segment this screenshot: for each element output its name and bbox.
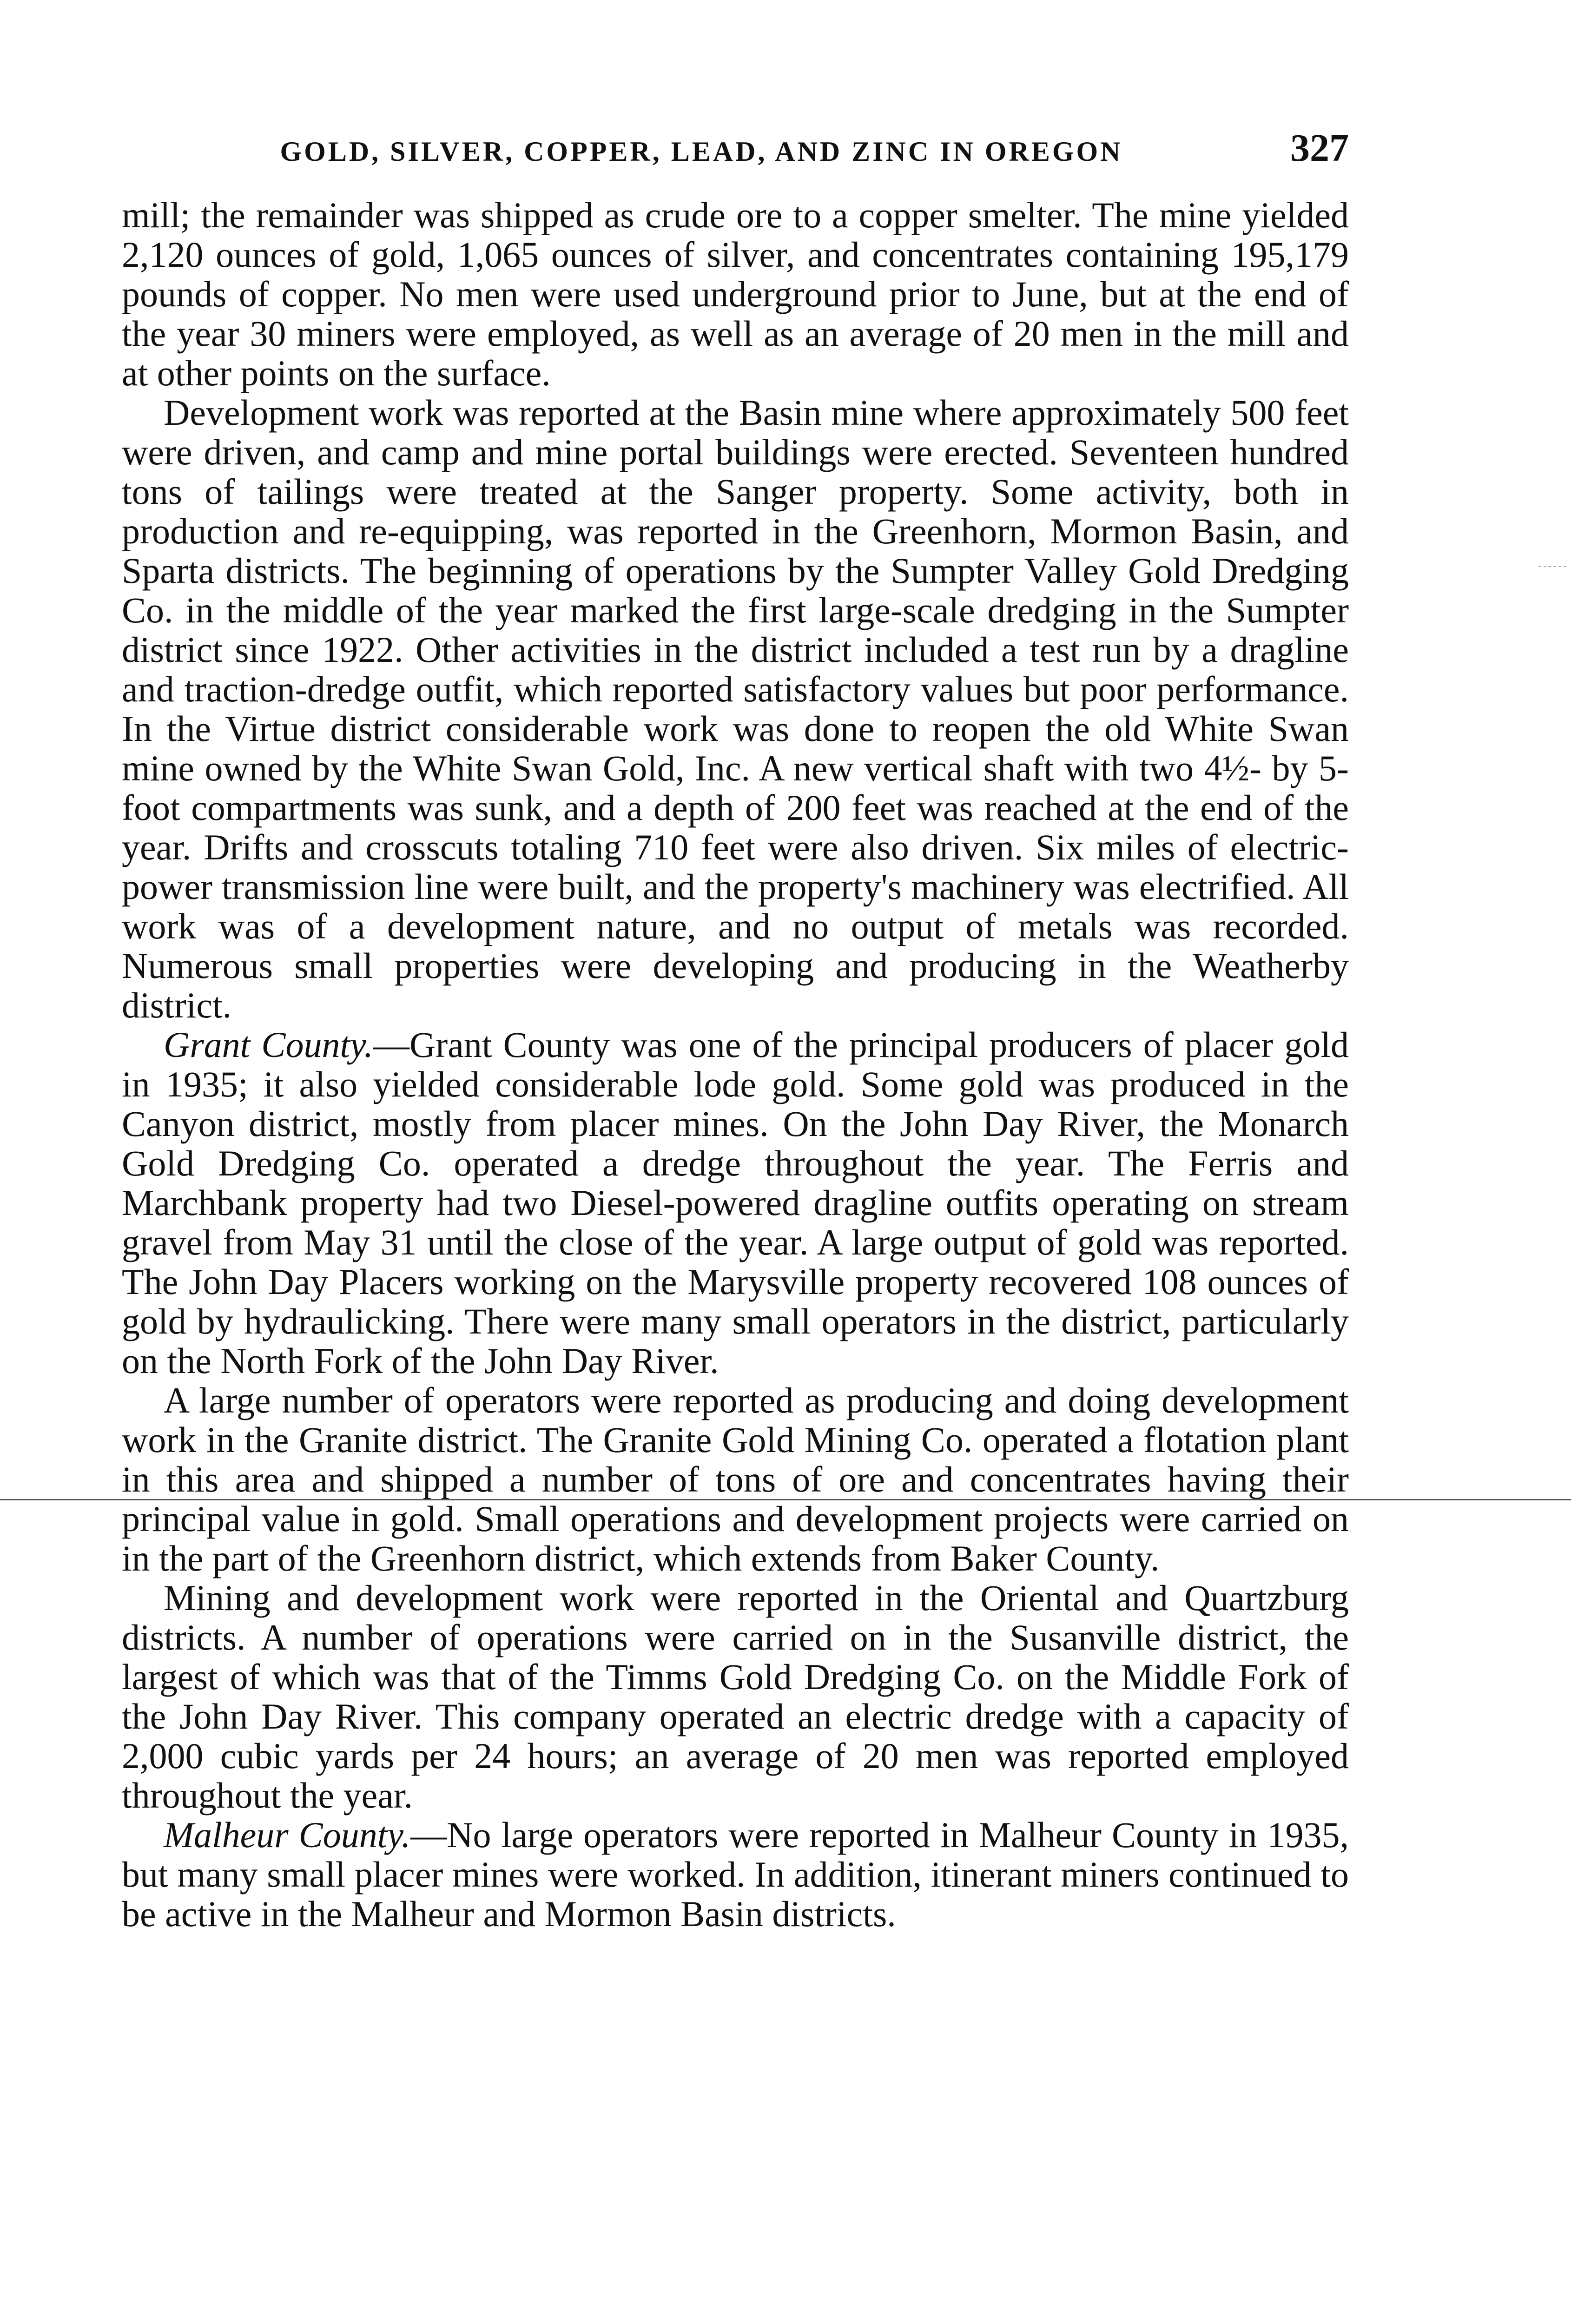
paragraph-4-text: A large number of operators were reported as producing and doing development work in the Granite district. The Granite Gold Mining Co. operated a flotation plant in this area and shipped a number of tons of ore and concentrates having their principal value in gold. Small operations and development projects were carried on in the part of the Greenhorn district, which extends from Baker County.: [122, 1380, 1349, 1578]
paragraph-grant-county: [122, 1025, 1349, 1380]
grant-county-heading: Grant County.: [164, 1024, 373, 1065]
body-text: [122, 195, 1349, 1934]
paragraph-5-text: Mining and development work were reported in the Oriental and Quartzburg districts. A number of operations were carried on in the Susanville district, the largest of which was that of the Timms Gold Dredging Co. on the Middle Fork of the John Day River. This company operated an electric dredge with a capacity of 2,000 cubic yards per 24 hours; an average of 20 men was reported employed throughout the year.: [122, 1578, 1349, 1816]
paragraph-2: [122, 393, 1349, 1025]
page-header: [122, 125, 1349, 181]
paragraph-2-text: Development work was reported at the Basin mine where approximately 500 feet were driven, and camp and mine portal buildings were erected. Seventeen hundred tons of tailings were treated at the Sanger property. Some activity, both in production and re-equipping, was reported in the Greenhorn, Mormon Basin, and Sparta districts. The beginning of operations by the Sumpter Valley Gold Dredging Co. in the middle of the year marked the first large-scale dredging in the Sumpter district since 1922. Other activities in the district included a test run by a dragline and traction-dredge outfit, which reported satisfactory values but poor performance. In the Virtue district considerable work was done to reopen the old White Swan mine owned by the White Swan Gold, Inc. A new vertical shaft with two 4½- by 5-foot compartments was sunk, and a depth of 200 feet was reached at the end of the year. Drifts and crosscuts totaling 710 feet were also driven. Six miles of electric-power transmission line were built, and the property's machinery was electrified. All work was of a development nature, and no output of metals was recorded. Numerous small properties were developing and producing in the Weatherby district.: [122, 392, 1349, 1025]
paragraph-6-text: —No large operators were reported in Malheur County in 1935, but many small placer mines were worked. In addition, itinerant miners continued to be active in the Malheur and Mormon Basin districts.: [122, 1815, 1349, 1934]
paragraph-1-text: mill; the remainder was shipped as crude ore to a copper smelter. The mine yielded 2,120 ounces of gold, 1,065 ounces of silver, and concentrates containing 195,179 pounds of copper. No men were used underground prior to June, but at the end of the year 30 miners were employed, as well as an average of 20 men in the mill and at other points on the surface.: [122, 195, 1349, 393]
paragraph-4: [122, 1380, 1349, 1578]
paragraph-1: [122, 195, 1349, 393]
paragraph-malheur-county: [122, 1815, 1349, 1934]
margin-mark: [1538, 566, 1566, 567]
page-number: 327: [1290, 126, 1349, 170]
paragraph-5: [122, 1578, 1349, 1815]
running-head: GOLD, SILVER, COPPER, LEAD, AND ZINC IN OREGON: [280, 136, 1123, 167]
malheur-county-heading: Malheur County.: [164, 1815, 411, 1855]
scan-fold-line: [0, 1499, 1571, 1500]
paragraph-3-text: —Grant County was one of the principal producers of placer gold in 1935; it also yielded considerable lode gold. Some gold was produced in the Canyon district, mostly from placer mines. On the John Day River, the Monarch Gold Dredging Co. operated a dredge throughout the year. The Ferris and Marchbank property had two Diesel-powered dragline outfits operating on stream gravel from May 31 until the close of the year. A large output of gold was reported. The John Day Placers working on the Marysville property recovered 108 ounces of gold by hydraulicking. There were many small operators in the district, particularly on the North Fork of the John Day River.: [122, 1024, 1349, 1381]
